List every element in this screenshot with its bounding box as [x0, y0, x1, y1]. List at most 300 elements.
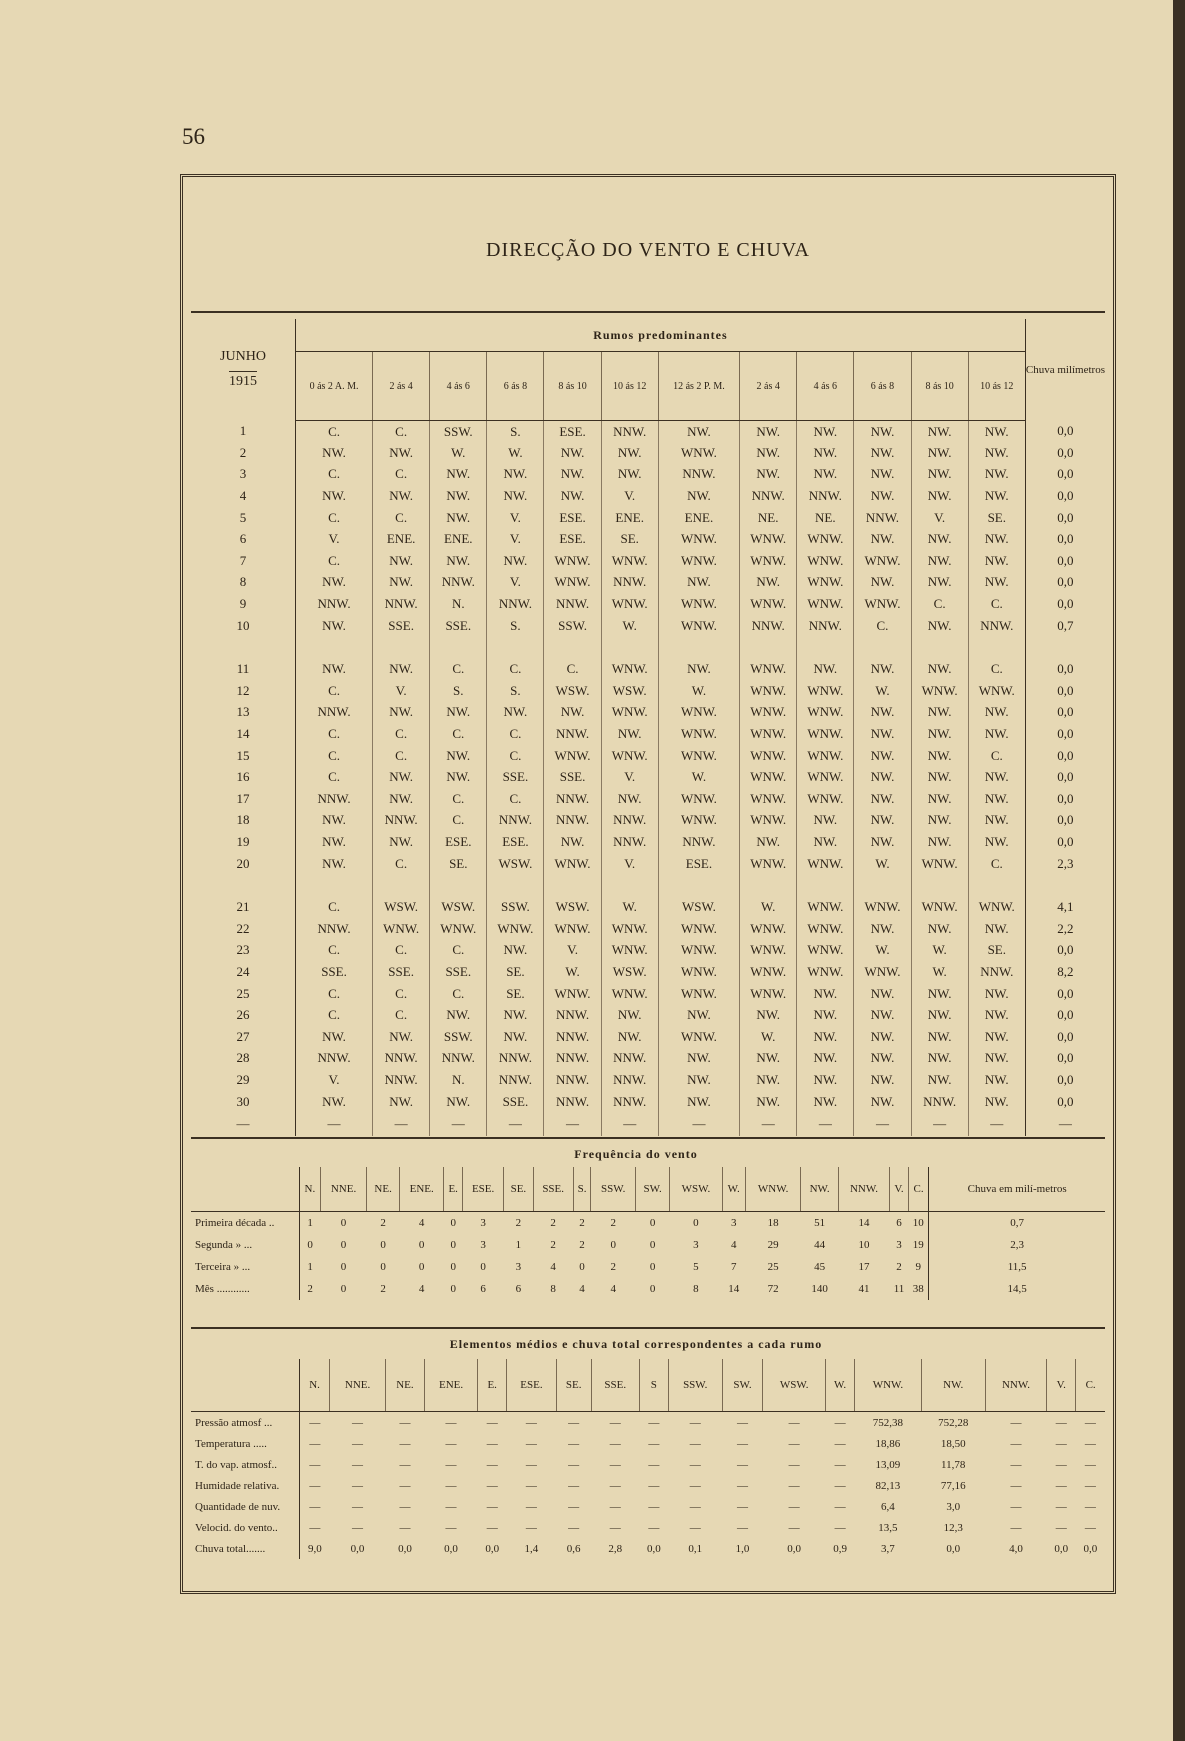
wind-cell: W. [658, 680, 739, 702]
frequency-cell: 0 [380, 1261, 386, 1273]
wind-cell: WNW. [658, 615, 739, 637]
wind-cell: SSW. [544, 615, 601, 637]
direction-header: NW. [921, 1359, 985, 1412]
wind-cell: WNW. [658, 940, 739, 962]
wind-cell: NNW. [487, 1069, 544, 1091]
wind-cell: NW. [544, 485, 601, 507]
frequency-cell: 6 [480, 1283, 486, 1295]
wind-cell: NNW. [968, 615, 1025, 637]
element-cell: — [399, 1500, 411, 1513]
element-cell: — [1084, 1416, 1096, 1429]
day-cell: 15 [191, 745, 296, 767]
table-row [191, 918, 1105, 940]
wind-cell: WSW. [658, 896, 739, 918]
rain-cell: 0,0 [1025, 572, 1105, 594]
day-cell: 28 [191, 1048, 296, 1070]
table-row [191, 961, 1105, 983]
element-cell: — [1084, 1521, 1096, 1534]
title-divider [191, 311, 1105, 313]
element-cell: 82,13 [875, 1479, 901, 1492]
wind-cell: V. [601, 485, 658, 507]
wind-cell: WSW. [544, 896, 601, 918]
frequency-cell: 0 [380, 1239, 386, 1251]
frequency-cell: 6 [515, 1283, 522, 1295]
wind-cell: WNW. [544, 572, 601, 594]
wind-cell: NW. [911, 442, 968, 464]
wind-cell: WNW. [797, 853, 854, 875]
wind-cell: NW. [797, 464, 854, 486]
table-row [191, 1091, 1105, 1113]
wind-cell: V. [911, 507, 968, 529]
wind-cell: NNW. [544, 1004, 601, 1026]
wind-cell: NNW. [601, 810, 658, 832]
wind-cell: NNW. [911, 1091, 968, 1113]
element-cell: — [1010, 1479, 1022, 1492]
element-cell: — [736, 1521, 748, 1534]
wind-cell: C. [968, 745, 1025, 767]
wind-cell: NNW. [373, 1048, 430, 1070]
frequency-cell: 2 [550, 1239, 556, 1251]
element-cell: — [309, 1479, 321, 1492]
table-row [191, 550, 1105, 572]
wind-cell: W. [911, 940, 968, 962]
table-row [191, 485, 1105, 507]
wind-cell: NNW. [658, 831, 739, 853]
wind-cell: NNW. [544, 723, 601, 745]
wind-cell: NW. [911, 550, 968, 572]
wind-cell: WNW. [658, 810, 739, 832]
table-row [191, 680, 1105, 702]
wind-cell: NW. [296, 572, 373, 594]
wind-cell: NW. [854, 831, 911, 853]
day-cell: 23 [191, 940, 296, 962]
slot-header: 6 ás 8 [854, 352, 911, 421]
element-cell: 0,0 [1083, 1542, 1098, 1555]
wind-cell: NW. [968, 528, 1025, 550]
wind-cell: NW. [797, 1026, 854, 1048]
wind-cell: NNW. [373, 810, 430, 832]
element-cell: — [834, 1500, 846, 1513]
element-cell: — [486, 1500, 498, 1513]
wind-cell: NW. [373, 442, 430, 464]
element-cell: — [689, 1479, 701, 1492]
wind-cell: NW. [601, 723, 658, 745]
direction-header: S [639, 1359, 668, 1412]
rain-cell: 0,0 [1025, 1026, 1105, 1048]
element-cell: — [648, 1458, 660, 1471]
wind-cell: NW. [740, 831, 797, 853]
frequency-cell: 0 [610, 1239, 616, 1251]
wind-cell: NNW. [601, 421, 658, 443]
wind-cell: NW. [854, 788, 911, 810]
table-row [191, 1475, 1105, 1496]
wind-cell: S. [487, 421, 544, 443]
table-row [191, 1496, 1105, 1517]
wind-cell: W. [430, 442, 487, 464]
wind-cell: NW. [854, 810, 911, 832]
wind-cell: C. [296, 745, 373, 767]
wind-cell: NW. [911, 421, 968, 443]
table-row [191, 1538, 1105, 1559]
rain-cell: 14,5 [929, 1278, 1105, 1300]
rumos-header: Rumos predominantes [296, 319, 1026, 352]
direction-header: SSW. [668, 1359, 722, 1412]
wind-cell: C. [430, 940, 487, 962]
frequency-cell: 6 [896, 1217, 902, 1229]
table-row [191, 593, 1105, 615]
element-cell: — [1055, 1458, 1067, 1471]
wind-cell: WNW. [740, 853, 797, 875]
direction-header: V. [1047, 1359, 1076, 1412]
wind-cell: V. [487, 507, 544, 529]
rain-cell: 0,0 [1025, 1004, 1105, 1026]
wind-cell: NNW. [430, 572, 487, 594]
frequency-cell: 2 [515, 1217, 522, 1229]
rain-cell: 2,3 [929, 1234, 1105, 1256]
wind-cell: ESE. [544, 528, 601, 550]
wind-cell: WNW. [968, 680, 1025, 702]
rain-cell: 0,0 [1025, 442, 1105, 464]
rain-cell: 0,0 [1025, 831, 1105, 853]
frequency-cell: 11 [893, 1283, 905, 1295]
wind-cell: NW. [854, 658, 911, 680]
wind-cell: NW. [911, 766, 968, 788]
direction-header: V. [890, 1167, 909, 1212]
day-cell: 21 [191, 896, 296, 918]
element-cell: — [1055, 1416, 1067, 1429]
wind-cell: C. [373, 983, 430, 1005]
wind-cell: NNW. [544, 1048, 601, 1070]
frequency-cell: 0 [450, 1283, 456, 1295]
day-cell: 1 [191, 421, 296, 443]
day-cell: 14 [191, 723, 296, 745]
wind-cell: WNW. [797, 702, 854, 724]
wind-cell: SSE. [544, 766, 601, 788]
frequency-cell: 14 [858, 1217, 870, 1229]
wind-cell: NW. [740, 1091, 797, 1113]
element-cell: — [525, 1437, 537, 1450]
wind-cell: ESE. [658, 853, 739, 875]
wind-cell: WNW. [658, 702, 739, 724]
wind-cell: NW. [911, 723, 968, 745]
wind-cell: NW. [601, 1004, 658, 1026]
wind-cell: NW. [373, 550, 430, 572]
wind-cell: NW. [373, 572, 430, 594]
day-cell: 27 [191, 1026, 296, 1048]
element-cell: 0,0 [946, 1542, 961, 1555]
decade-gap [191, 874, 1105, 896]
frequency-cell: 18 [767, 1217, 779, 1229]
table-row [191, 1454, 1105, 1475]
wind-cell: SE. [487, 961, 544, 983]
wind-direction-table [191, 319, 1105, 1136]
element-cell: 2,8 [608, 1542, 623, 1555]
wind-cell: WNW. [658, 550, 739, 572]
table-row [191, 702, 1105, 724]
wind-cell: NW. [797, 1004, 854, 1026]
frequency-cell: 17 [858, 1261, 870, 1273]
wind-cell: NW. [373, 766, 430, 788]
dash-row: — — — — — — — — — — — — — — [191, 1112, 1105, 1136]
frequency-cell: 44 [814, 1239, 826, 1251]
rain-cell: 8,2 [1025, 961, 1105, 983]
wind-cell: SE. [968, 940, 1025, 962]
direction-header: NW. [801, 1167, 838, 1212]
page-number: 56 [182, 124, 205, 149]
wind-cell: NW. [968, 788, 1025, 810]
wind-cell: WNW. [658, 788, 739, 810]
wind-cell: NW. [911, 464, 968, 486]
element-cell: 9,0 [307, 1542, 322, 1555]
rain-header: Chuva em milí-metros [929, 1167, 1105, 1212]
wind-cell: WNW. [740, 961, 797, 983]
wind-cell: W. [487, 442, 544, 464]
rain-cell: 11,5 [929, 1256, 1105, 1278]
frequency-cell: 4 [418, 1283, 425, 1295]
element-cell: — [834, 1479, 846, 1492]
element-cell: — [1084, 1500, 1096, 1513]
wind-cell: WNW. [544, 918, 601, 940]
element-cell: — [1055, 1521, 1067, 1534]
rain-cell: 0,0 [1025, 788, 1105, 810]
rain-cell: 0,0 [1025, 680, 1105, 702]
frequency-cell: 1 [307, 1261, 313, 1273]
element-cell: — [352, 1458, 364, 1471]
wind-cell: WNW. [797, 961, 854, 983]
row-label: Segunda » ... [191, 1234, 300, 1256]
wind-cell: S. [487, 615, 544, 637]
wind-cell: NW. [968, 810, 1025, 832]
wind-cell: NNW. [373, 1069, 430, 1091]
wind-cell: NW. [911, 810, 968, 832]
element-cell: — [352, 1479, 364, 1492]
table-row [191, 723, 1105, 745]
rain-cell: 0,0 [1025, 1091, 1105, 1113]
wind-cell: NW. [968, 983, 1025, 1005]
elements-title: Elementos médios e chuva total correspondentes a cada rumo [449, 1337, 823, 1351]
frequency-cell: 3 [480, 1239, 486, 1251]
wind-cell: WNW. [740, 810, 797, 832]
rain-cell: 0,0 [1025, 550, 1105, 572]
day-cell: 20 [191, 853, 296, 875]
wind-cell: NW. [968, 464, 1025, 486]
wind-cell: NNW. [740, 615, 797, 637]
wind-cell: WNW. [601, 550, 658, 572]
rain-cell: 0,7 [929, 1212, 1105, 1235]
element-cell: — [445, 1521, 457, 1534]
wind-cell: WNW. [740, 940, 797, 962]
element-cell: — [736, 1500, 748, 1513]
wind-cell: WNW. [740, 766, 797, 788]
direction-header: ENE. [399, 1167, 443, 1212]
element-cell: 0,0 [350, 1542, 365, 1555]
wind-cell: C. [430, 810, 487, 832]
wind-cell: NW. [968, 421, 1025, 443]
wind-cell: C. [373, 464, 430, 486]
element-cell: 0,0 [787, 1542, 802, 1555]
element-cell: — [609, 1521, 621, 1534]
element-cell: — [309, 1458, 321, 1471]
wind-cell: WSW. [487, 853, 544, 875]
wind-cell: NW. [740, 1004, 797, 1026]
table-row [191, 940, 1105, 962]
wind-cell: N. [430, 1069, 487, 1091]
day-cell: 11 [191, 658, 296, 680]
wind-cell: NNW. [544, 788, 601, 810]
wind-cell: NW. [911, 572, 968, 594]
rain-cell: 0,0 [1025, 421, 1105, 443]
wind-cell: WNW. [797, 550, 854, 572]
element-cell: — [399, 1479, 411, 1492]
wind-cell: WNW. [658, 745, 739, 767]
wind-cell: NW. [487, 940, 544, 962]
element-cell: — [648, 1416, 660, 1429]
wind-cell: WNW. [911, 680, 968, 702]
table-row [191, 615, 1105, 637]
wind-cell: NW. [601, 442, 658, 464]
frequency-title: Frequência do vento [574, 1147, 698, 1161]
wind-cell: NW. [430, 766, 487, 788]
element-cell: — [648, 1500, 660, 1513]
decade-gap [191, 636, 1105, 658]
frequency-cell: 2 [550, 1217, 556, 1229]
element-cell: — [1010, 1521, 1022, 1534]
wind-cell: NW. [968, 723, 1025, 745]
wind-cell: NW. [854, 421, 911, 443]
element-cell: — [445, 1458, 457, 1471]
element-cell: — [486, 1437, 498, 1450]
element-cell: 0,1 [688, 1542, 703, 1555]
wind-cell: NW. [296, 1091, 373, 1113]
slot-header: 2 ás 4 [373, 352, 430, 421]
wind-cell: W. [854, 853, 911, 875]
element-cell: — [788, 1437, 800, 1450]
table-row [191, 658, 1105, 680]
element-cell: — [486, 1416, 498, 1429]
wind-cell: NW. [430, 1004, 487, 1026]
element-cell: 12,3 [943, 1521, 963, 1534]
wind-cell: NW. [487, 464, 544, 486]
wind-cell: NNW. [296, 702, 373, 724]
element-cell: 0,9 [833, 1542, 847, 1555]
wind-cell: WNW. [797, 766, 854, 788]
frequency-cell: 8 [693, 1283, 699, 1295]
wind-cell: C. [296, 983, 373, 1005]
day-cell: 26 [191, 1004, 296, 1026]
wind-cell: WNW. [601, 918, 658, 940]
row-label: Mês ............ [191, 1278, 300, 1300]
frequency-cell: 2 [610, 1261, 616, 1273]
wind-cell: WNW. [658, 983, 739, 1005]
table-row [191, 1048, 1105, 1070]
frequency-cell: 8 [550, 1283, 556, 1295]
wind-cell: NW. [968, 1069, 1025, 1091]
wind-cell: NNW. [740, 485, 797, 507]
row-label: Primeira década .. [191, 1212, 300, 1235]
direction-header: NNE. [320, 1167, 367, 1212]
day-cell: 13 [191, 702, 296, 724]
wind-cell: WNW. [854, 961, 911, 983]
wind-cell: NW. [968, 485, 1025, 507]
direction-header: C. [908, 1167, 928, 1212]
element-cell: — [352, 1437, 364, 1450]
wind-cell: NW. [658, 485, 739, 507]
frequency-cell: 0 [450, 1261, 456, 1273]
frequency-cell: 0 [418, 1239, 425, 1251]
table-row [191, 528, 1105, 550]
frequency-cell: 29 [767, 1239, 779, 1251]
direction-header: W. [826, 1359, 855, 1412]
element-cell: — [834, 1437, 846, 1450]
wind-cell: NNW. [373, 593, 430, 615]
wind-cell: C. [373, 745, 430, 767]
element-cell: — [609, 1500, 621, 1513]
element-cell: — [1055, 1437, 1067, 1450]
wind-cell: WNW. [740, 788, 797, 810]
element-cell: — [309, 1521, 321, 1534]
direction-header: SSE. [533, 1167, 573, 1212]
table-row [191, 1004, 1105, 1026]
element-cell: — [1084, 1437, 1096, 1450]
slot-header: 8 ás 10 [544, 352, 601, 421]
rain-cell: 0,7 [1025, 615, 1105, 637]
direction-header: SSW. [591, 1167, 636, 1212]
wind-cell: SE. [601, 528, 658, 550]
wind-cell: NW. [487, 1026, 544, 1048]
wind-cell: NW. [911, 702, 968, 724]
wind-cell: NW. [797, 983, 854, 1005]
wind-cell: NNW. [296, 788, 373, 810]
slot-header: 12 ás 2 P. M. [658, 352, 739, 421]
wind-cell: WNW. [601, 940, 658, 962]
day-cell: 2 [191, 442, 296, 464]
day-cell: 19 [191, 831, 296, 853]
element-cell: 11,78 [941, 1458, 966, 1471]
wind-cell: NW. [911, 528, 968, 550]
wind-cell: NNW. [487, 1048, 544, 1070]
wind-cell: SE. [487, 983, 544, 1005]
wind-cell: WSW. [544, 680, 601, 702]
element-cell: — [1010, 1437, 1022, 1450]
frequency-cell: 4 [579, 1283, 585, 1295]
table-row [191, 1412, 1105, 1434]
day-cell: 10 [191, 615, 296, 637]
table-row [191, 983, 1105, 1005]
wind-cell: C. [296, 464, 373, 486]
wind-cell: NW. [487, 550, 544, 572]
direction-header: N. [300, 1167, 321, 1212]
wind-cell: C. [430, 658, 487, 680]
frequency-cell: 5 [693, 1261, 699, 1273]
table-row [191, 810, 1105, 832]
direction-header: NNW. [985, 1359, 1046, 1412]
element-cell: — [1010, 1416, 1022, 1429]
wind-cell: NW. [854, 1069, 911, 1091]
wind-cell: V. [544, 940, 601, 962]
element-cell: — [609, 1437, 621, 1450]
element-cell: — [399, 1416, 411, 1429]
element-cell: — [648, 1479, 660, 1492]
direction-header: SSE. [591, 1359, 639, 1412]
frequency-cell: 2 [610, 1217, 616, 1229]
wind-cell: C. [487, 745, 544, 767]
element-cell: — [1055, 1479, 1067, 1492]
wind-cell: ESE. [544, 507, 601, 529]
label-header [191, 1359, 300, 1412]
element-cell: 0,0 [398, 1542, 412, 1555]
element-cell: — [1010, 1458, 1022, 1471]
element-cell: — [648, 1521, 660, 1534]
